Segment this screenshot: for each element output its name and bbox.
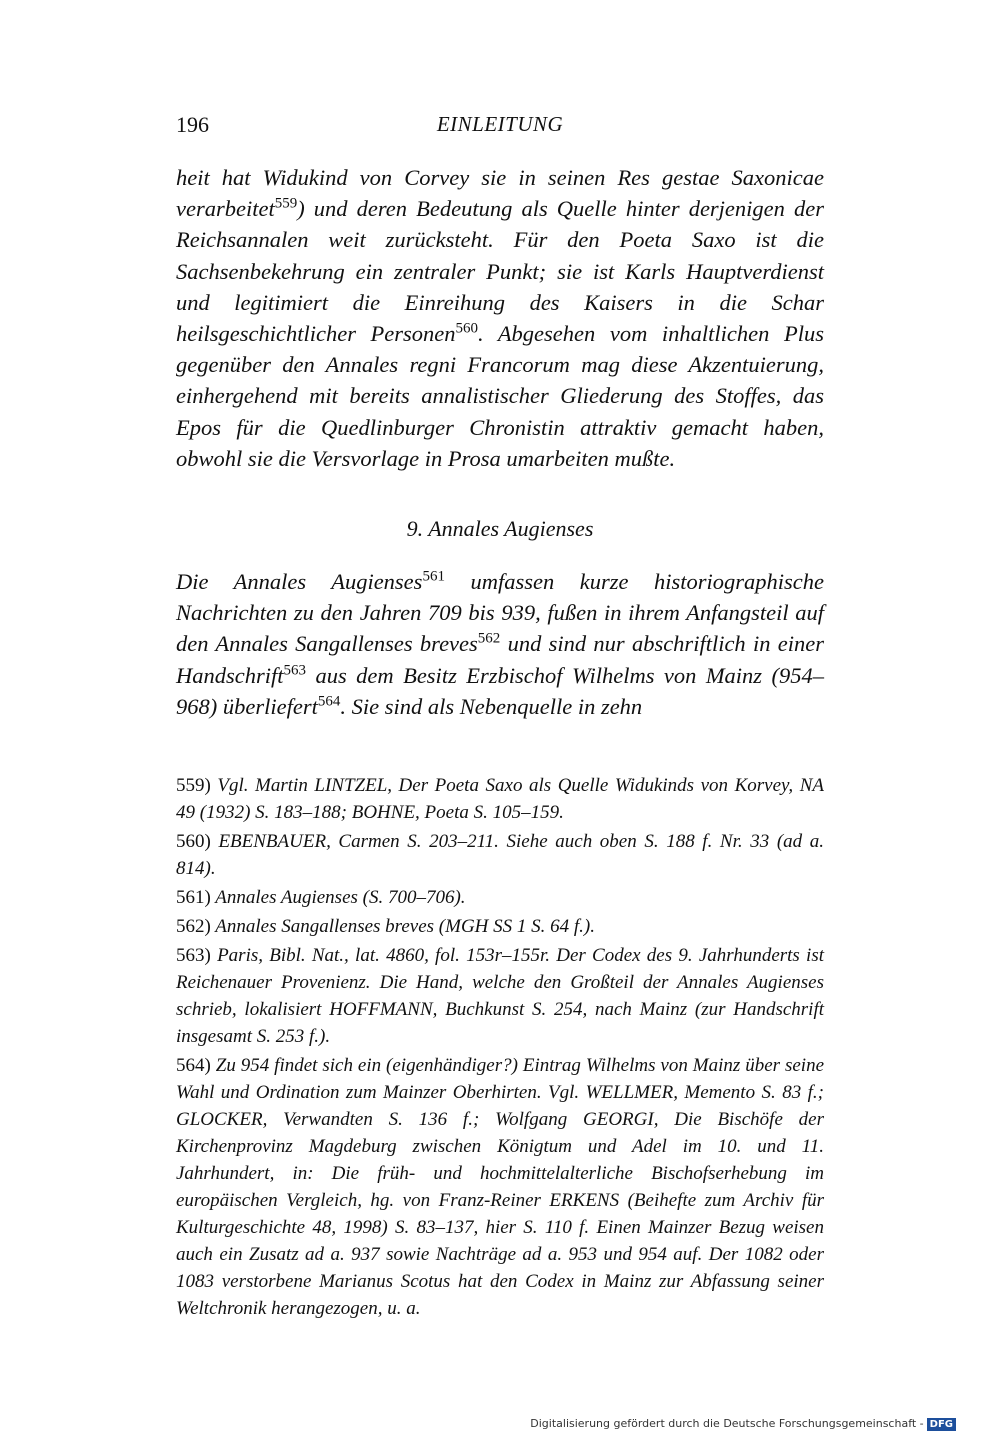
footnote [176,1052,824,1322]
footnote-text: EBENBAUER, Carmen S. 203–211. Siehe auch oben S. 188 f. Nr. 33 (ad a. 814). [176,831,825,879]
digitization-footer [530,1417,956,1431]
footnote-number: 562) [176,916,211,937]
page-number: 196 [176,112,209,137]
body-paragraph-1 [176,162,824,474]
page-header [176,112,824,148]
body-paragraph-2 [176,566,824,722]
footnote-ref: 562 [477,630,501,647]
text-segment: Die Annales Augienses [176,569,423,594]
footnote [176,884,824,911]
text-segment: . Abgesehen vom inhaltlichen Plus gegenüber den Annales regni Francorum mag diese Akzentuierung, einhergehend mit bereits annalistischer Gliederung des Stoffes, das Epos für die Quedlinburger Chronistin attraktiv gemacht haben, obwohl sie die Versvorlage in Prosa umarbeiten mußte. [176,321,824,471]
text-segment: umfassen kurze historiographische Nachrichten zu den Jahren 709 bis 939, fußen in ihrem Anfangsteil auf den Annales Sangallenses breves [176,569,824,657]
footnote-ref: 559 [274,195,298,212]
footnote-ref: 563 [283,662,307,679]
text-segment: . Sie sind als Nebenquelle in zehn [340,693,643,719]
footer-text: Digitalisierung gefördert durch die Deutsche Forschungsgemeinschaft - [530,1417,924,1430]
footnote [176,913,824,940]
footnote-number: 561) [176,887,211,908]
footnote-ref: 560 [455,320,479,337]
footnote-text: Paris, Bibl. Nat., lat. 4860, fol. 153r–155r. Der Codex des 9. Jahrhunderts ist Reichenauer Provenienz. Die Hand, welche den Großteil der Annales Augienses schrieb, lokalisiert HOFFMANN, Buchkunst S. 254, nach Mainz (zur Handschrift insgesamt S. 253 f.). [176,945,825,1047]
text-segment: aus dem Besitz Erzbischof Wilhelms von Mainz (954–968) überliefert [176,662,824,719]
running-title: EINLEITUNG [436,112,564,136]
footnotes [176,772,824,1324]
footnote [176,828,824,882]
footnote-number: 560) [176,831,211,852]
footnote-text: Zu 954 findet sich ein (eigenhändiger?) Eintrag Wilhelms von Mainz über seine Wahl und Ordination zum Mainzer Oberhirten. Vgl. WELLMER, Memento S. 83 f.; GLOCKER, Verwandten S. 136 f.; Wolfgang GEORGI, Die Bischöfe der Kirchenprovinz Magdeburg zwischen Königtum und Adel im 10. und 11. Jahrhundert, in: Die früh- und hochmittelalterliche Bischofserhebung im europäischen Vergleich, hg. von Franz-Reiner ERKENS (Beihefte zum Archiv für Kulturgeschichte 48, 1998) S. 83–137, hier S. 110 f. Einen Mainzer Bezug weisen auch ein Zusatz ad a. 937 sowie Nachträge ad a. 953 und 954 auf. Der 1082 oder 1083 verstorbene Marianus Scotus hat den Codex in Mainz zur Abfassung seiner Weltchronik herangezogen, u. a. [176,1055,825,1319]
dfg-logo: DFG [927,1418,956,1431]
footnote-number: 564) [176,1055,211,1076]
footnote [176,942,824,1050]
footnote-text: Vgl. Martin LINTZEL, Der Poeta Saxo als Quelle Widukinds von Korvey, NA 49 (1932) S. 183–188; BOHNE, Poeta S. 105–159. [176,775,824,823]
footnote-ref: 564 [317,693,341,710]
text-segment: heit hat Widukind von Corvey sie in seinen Res gestae Saxonicae verarbeitet [176,165,824,222]
footnote-ref: 561 [422,568,445,585]
footnote-number: 559) [176,775,211,796]
footnote [176,772,824,826]
text-segment: und sind nur abschriftlich in einer Handschrift [176,631,824,688]
section-heading: 9. Annales Augienses [406,516,594,541]
text-segment: ) und deren Bedeutung als Quelle hinter derjenigen der Reichsannalen weit zurücksteht. Für den Poeta Saxo ist die Sachsenbekehrung ein zentraler Punkt; sie ist Karls Hauptverdienst und legitimiert die Einreihung des Kaisers in die Schar heilsgeschichtlicher Personen [176,196,824,347]
footnote-number: 563) [176,945,211,966]
footnote-text: Annales Sangallenses breves (MGH SS 1 S. 64 f.). [215,916,596,937]
footnote-text: Annales Augienses (S. 700–706). [215,887,466,908]
